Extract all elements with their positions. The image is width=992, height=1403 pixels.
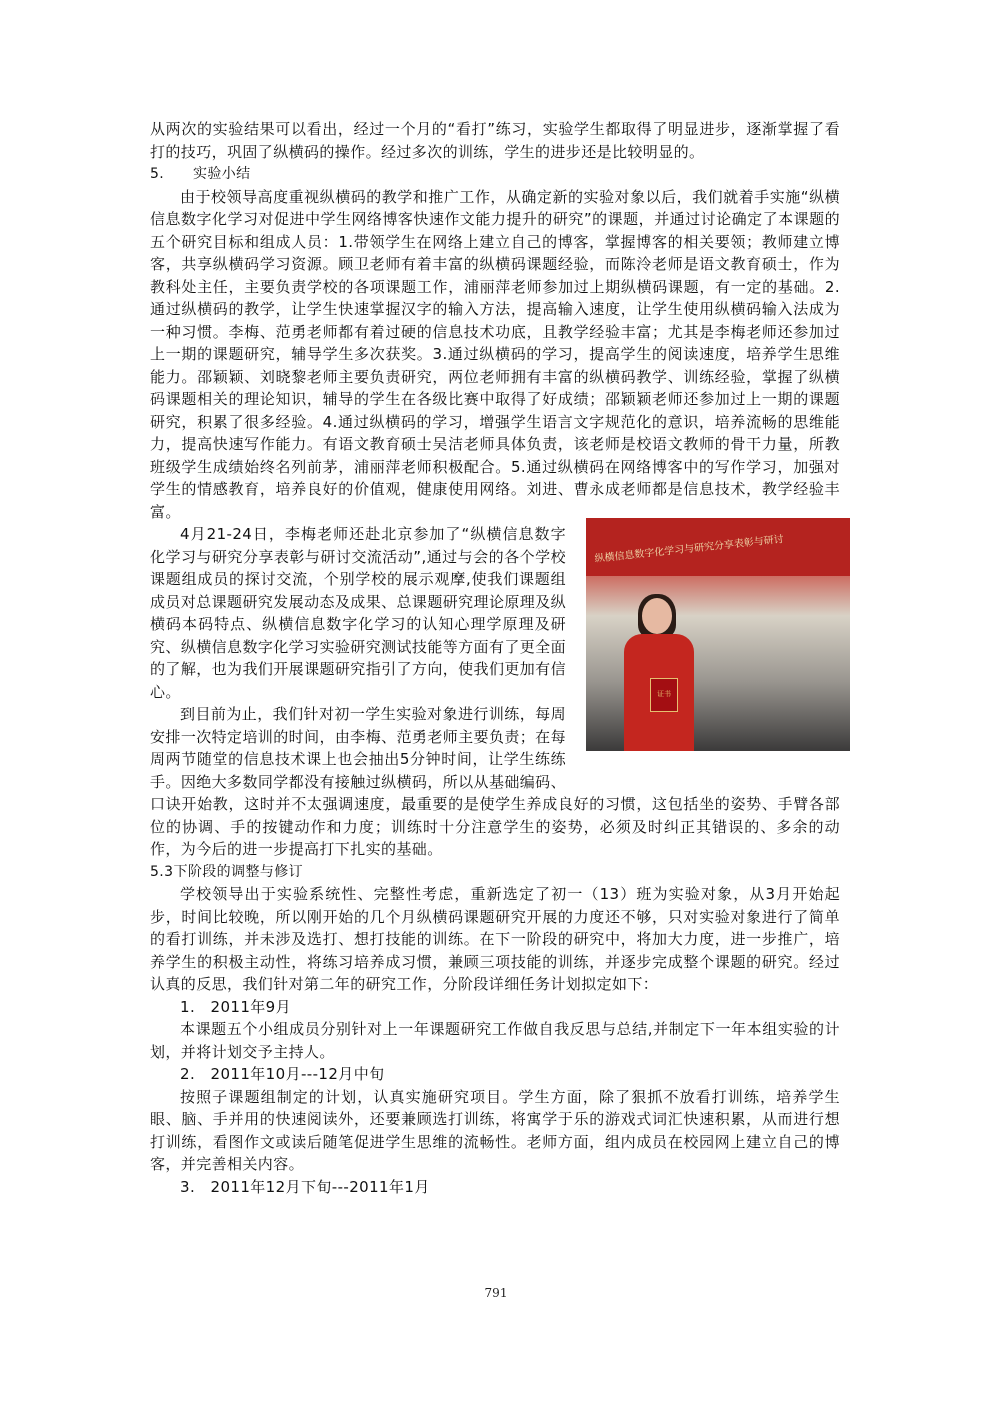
section-heading-5: 5. 实验小结: [150, 166, 251, 182]
paragraph-adjustment: 学校领导出于实验系统性、完整性考虑，重新选定了初一（13）班为实验对象，从3月开始起步，时间比较晚，所以刚开始的几个月纵横码课题研究开展的力度还不够，只对实验对象进行了简单的看打训练，并未涉及选打、想打技能的训练。在下一阶段的研究中，将加大力度，进一步推广，培养学生的积极主动性，将练习培养成习惯，兼顾三项技能的训练，并逐步完成整个课题的研究。经过认真的反思，我们针对第二年的研究工作，分阶段详细任务计划拟定如下：: [150, 885, 840, 993]
paragraph-training: 到目前为止，我们针对初一学生实验对象进行训练，每周安排一次特定培训的时间，由李梅、范勇老师主要负责；在每周两节随堂的信息技术课上也会抽出5分钟时间，让学生练练手。因绝大多数同学都没有接触过纵横码，所以从基础编码、口诀开始教，这时并不太强调速度，最重要的是使学生养成良好的习惯，这包括坐的姿势、手臂各部位的协调、手的按键动作和力度；训练时十分注意学生的姿势，必须及时纠正其错误的、多余的动作，为今后的进一步提高打下扎实的基础。: [150, 705, 840, 858]
paragraph-beijing: 4月21-24日，李梅老师还赴北京参加了“纵横信息数字化学习与研究分享表彰与研讨交流活动”,通过与会的各个学校课题组成员的探讨交流，个别学校的展示观摩,使我们课题组成员对总课题研究发展动态及成果、总课题研究理论原理及纵横码本码特点、纵横信息数字化学习的认知心理学原理及研究、纵横信息数字化学习实验研究测试技能等方面有了更全面的了解，也为我们开展课题研究指引了方向，使我们更加有信心。: [150, 525, 566, 701]
plan-item-1: 1. 2011年9月: [180, 997, 292, 1016]
section-heading-5-3: 5.3下阶段的调整与修订: [150, 863, 304, 880]
photo-person: [624, 598, 694, 751]
certificate-icon: 证书: [650, 678, 678, 712]
photo-banner-text: 纵横信息数字化学习与研究分享表彰与研讨: [594, 534, 785, 565]
page-number: 791: [484, 1286, 508, 1300]
photo-banner: [586, 518, 850, 576]
paragraph-summary: 由于校领导高度重视纵横码的教学和推广工作，从确定新的实验对象以后，我们就着手实施“纵横信息数字化学习对促进中学生网络博客快速作文能力提升的研究”的课题，并通过讨论确定了本课题的五个研究目标和组成人员：1.带领学生在网络上建立自己的博客，掌握博客的相关要领；教师建立博客，共享纵横码学习资源。顾卫老师有着丰富的纵横码课题经验，而陈泠老师是语文教育硕士，作为教科处主任，主要负责学校的各项课题工作，浦丽萍老师参加过上期纵横码课题，有一定的基础。2.通过纵横码的教学，让学生快速掌握汉字的输入方法，提高输入速度，让学生使用纵横码输入法成为一种习惯。李梅、范勇老师都有着过硬的信息技术功底，且教学经验丰富；尤其是李梅老师还参加过上一期的课题研究，辅导学生多次获奖。3.通过纵横码的学习，提高学生的阅读速度，培养学生思维能力。邵颖颖、刘晓黎老师主要负责研究，两位老师拥有丰富的纵横码教学、训练经验，掌握了纵横码课题相关的理论知识，辅导的学生在各级比赛中取得了好成绩；邵颖颖老师还参加过上一期的课题研究，积累了很多经验。4.通过纵横码的学习，增强学生语言文字规范化的意识，培养流畅的思维能力，提高快速写作能力。有语文教育硕士吴洁老师具体负责，该老师是校语文教师的骨干力量，所教班级学生成绩始终名列前茅，浦丽萍老师积极配合。5.通过纵横码在网络博客中的写作学习，加强对学生的情感教育，培养良好的价值观，健康使用网络。刘进、曹永成老师都是信息技术，教学经验丰富。: [150, 187, 840, 521]
plan-item-1-text: 本课题五个小组成员分别针对上一年课题研究工作做自我反思与总结,并制定下一年本组实验的计划，并将计划交予主持人。: [150, 1020, 840, 1061]
plan-item-2: 2. 2011年10月---12月中旬: [180, 1065, 385, 1083]
paragraph-results: 从两次的实验结果可以看出，经过一个月的“看打”练习，实验学生都取得了明显进步，逐渐掌握了看打的技巧，巩固了纵横码的操作。经过多次的训练，学生的进步还是比较明显的。: [150, 120, 840, 161]
conference-photo: [586, 518, 850, 751]
plan-item-2-text: 按照子课题组制定的计划，认真实施研究项目。学生方面，除了狠抓不放看打训练，培养学生眼、脑、手并用的快速阅读外，还要兼顾选打训练，将寓学于乐的游戏式词汇快速积累，从而进行想打训练，看图作文或读后随笔促进学生思维的流畅性。老师方面，组内成员在校园网上建立自己的博客，并完善相关内容。: [150, 1087, 840, 1173]
plan-item-3: 3. 2011年12月下旬---2011年1月: [180, 1177, 430, 1196]
